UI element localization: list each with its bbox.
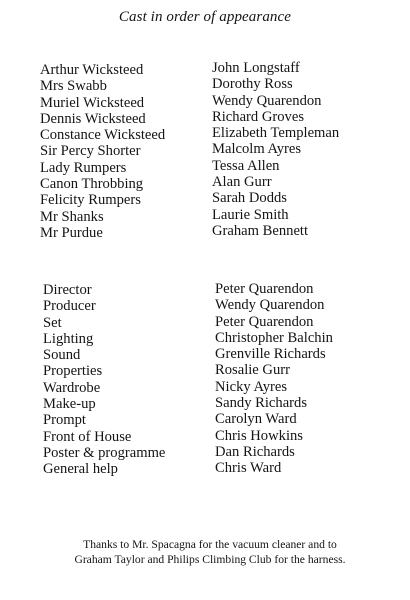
cast-actor: Dorothy Ross: [212, 76, 293, 93]
cast-role: Muriel Wicksteed: [40, 94, 145, 111]
cast-actor: Sarah Dodds: [212, 190, 287, 207]
cast-role: Mr Shanks: [40, 208, 104, 225]
crew-role: Properties: [43, 363, 103, 380]
cast-role: Sir Percy Shorter: [40, 143, 141, 160]
crew-name: Nicky Ayres: [215, 378, 288, 395]
crew-name: Dan Richards: [215, 443, 295, 460]
thanks-line: Graham Taylor and Philips Climbing Club for the harness.: [74, 553, 346, 566]
cast-role-list: [40, 62, 165, 241]
crew-role: Director: [43, 282, 92, 298]
crew-name-list: [215, 281, 333, 477]
crew-name: Sandy Richards: [215, 395, 308, 412]
crew-role: Set: [43, 314, 62, 331]
cast-role: Dennis Wicksteed: [40, 110, 146, 127]
crew-role: Producer: [43, 298, 96, 315]
cast-actor: Alan Gurr: [212, 174, 272, 191]
crew-role: Prompt: [43, 412, 86, 429]
cast-actor-list: [212, 60, 339, 239]
crew-name: Chris Ward: [215, 460, 282, 477]
crew-name: Christopher Balchin: [215, 329, 333, 346]
crew-name: Chris Howkins: [215, 427, 303, 444]
cast-role: Mrs Swabb: [40, 78, 107, 95]
thanks-note: [30, 537, 390, 567]
cast-actor: Tessa Allen: [212, 157, 280, 174]
crew-name: Wendy Quarendon: [215, 297, 325, 314]
cast-actor: Elizabeth Templeman: [212, 125, 340, 142]
crew-name: Rosalie Gurr: [215, 362, 290, 379]
crew-name: Grenville Richards: [215, 346, 326, 363]
crew-name: Peter Quarendon: [215, 281, 314, 297]
cast-actor: Richard Groves: [212, 108, 304, 125]
crew-name: Peter Quarendon: [215, 313, 314, 330]
crew-role-list: [43, 282, 165, 478]
cast-role: Mr Purdue: [40, 224, 103, 241]
crew-role: Make-up: [43, 396, 96, 413]
cast-actor: Laurie Smith: [212, 206, 289, 223]
thanks-line: Thanks to Mr. Spacagna for the vacuum cleaner and to: [83, 538, 337, 551]
cast-actor: Wendy Quarendon: [212, 92, 322, 109]
crew-role: Front of House: [43, 428, 132, 445]
crew-role: Sound: [43, 347, 81, 364]
crew-role: General help: [43, 461, 118, 478]
cast-actor: Malcolm Ayres: [212, 141, 302, 158]
cast-role: Constance Wicksteed: [40, 127, 166, 144]
cast-heading: Cast in order of appearance: [118, 9, 292, 25]
cast-role: Arthur Wicksteed: [40, 62, 144, 78]
crew-name: Carolyn Ward: [215, 411, 297, 428]
crew-role: Lighting: [43, 330, 94, 347]
crew-role: Poster & programme: [43, 444, 166, 461]
crew-role: Wardrobe: [43, 379, 101, 396]
cast-actor: John Longstaff: [212, 60, 300, 76]
cast-role: Lady Rumpers: [40, 159, 127, 176]
cast-role: Felicity Rumpers: [40, 192, 141, 209]
cast-role: Canon Throbbing: [40, 176, 144, 193]
cast-actor: Graham Bennett: [212, 222, 309, 239]
